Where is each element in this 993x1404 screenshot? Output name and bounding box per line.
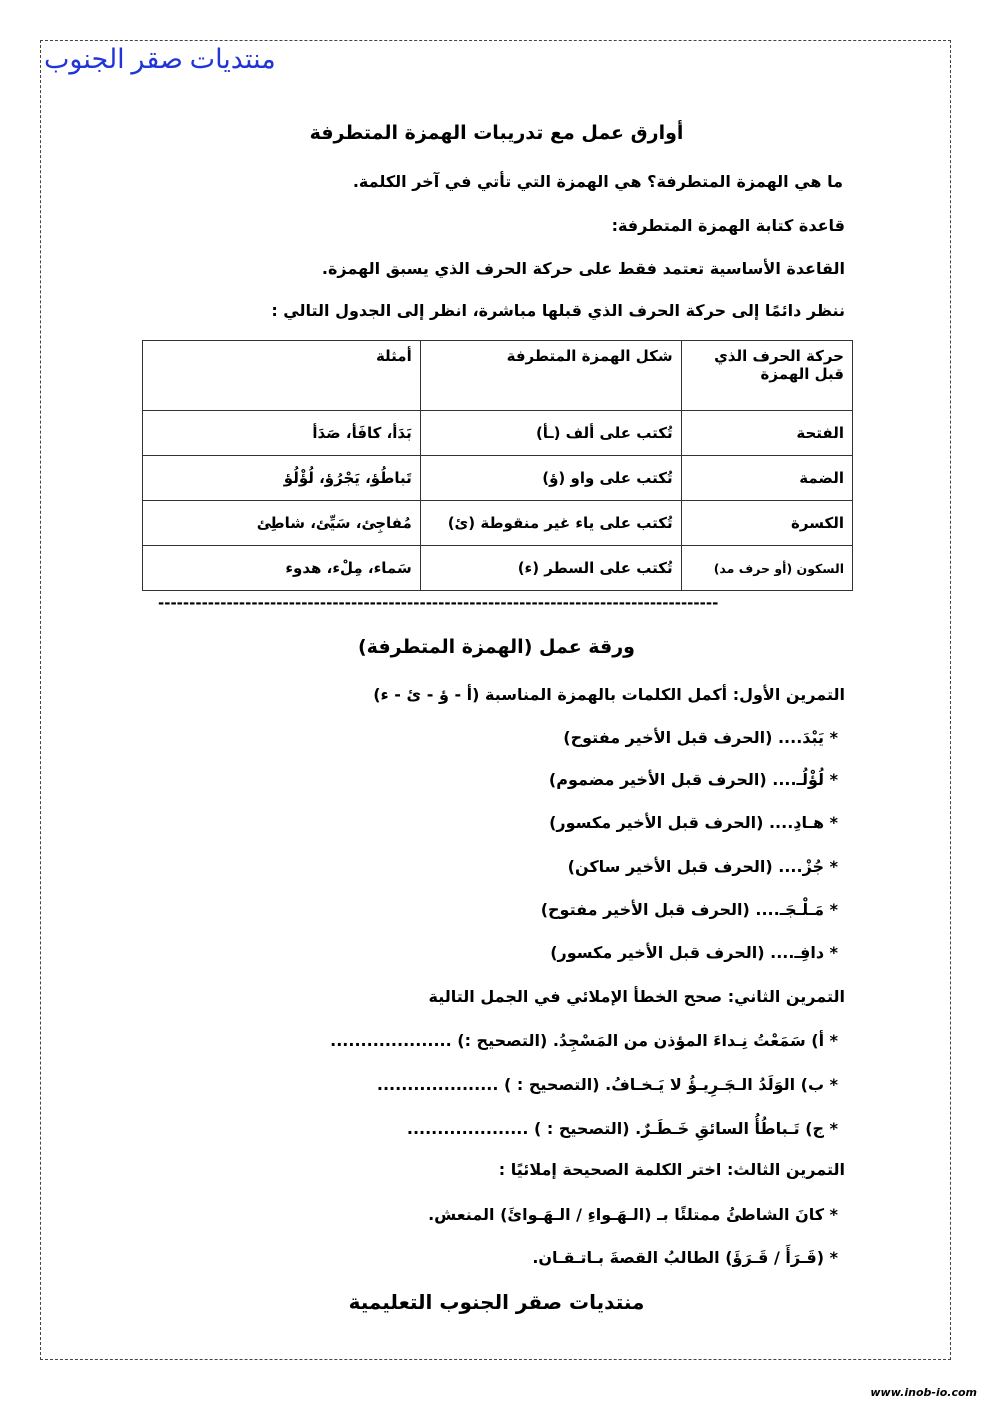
exercise1-item: * لُؤْلُـ.... (الحرف قبل الأخير مضموم) bbox=[548, 770, 838, 789]
look-text: ننظر دائمًا إلى حركة الحرف الذي قبلها مباشرة، انظر إلى الجدول التالي : bbox=[271, 301, 845, 320]
exercise3-heading: التمرين الثالث: اختر الكلمة الصحيحة إملائيًا : bbox=[498, 1160, 845, 1179]
closing-title: منتديات صقر الجنوب التعليمية bbox=[348, 1290, 645, 1314]
exercise1-item: * يَبْدَ.... (الحرف قبل الأخير مفتوح) bbox=[563, 728, 838, 747]
table-cell: الكسرة bbox=[681, 501, 852, 546]
main-title: أوارق عمل مع تدريبات الهمزة المتطرفة bbox=[309, 122, 684, 144]
hamza-rules-table bbox=[142, 340, 853, 591]
exercise3-item: * كانَ الشاطئُ ممتلئًا بـ (الـهَـواءِ / الـهَـوائَ) المنعش. bbox=[428, 1205, 838, 1224]
exercise2-item: * أ) سَمَعْتُ نِـداءَ المؤذن من المَسْجِدُ. (التصحيح :) .................... bbox=[330, 1031, 838, 1050]
table-row bbox=[143, 411, 853, 456]
table-cell: تَباطُؤ، يَجْرُؤ، لُؤْلُؤ bbox=[143, 456, 421, 501]
table-cell: تُكتب على السطر (ء) bbox=[420, 546, 681, 591]
table-header-cell: شكل الهمزة المتطرفة bbox=[420, 341, 681, 411]
table-cell: تُكتب على ياء غير منقوطة (ئ) bbox=[420, 501, 681, 546]
exercise2-item: * ج) تَـباطُأُ السائقِ خَـطَـرٌ. (التصحيح : ) .................... bbox=[406, 1119, 838, 1138]
rule-text: القاعدة الأساسية تعتمد فقط على حركة الحرف الذي يسبق الهمزة. bbox=[321, 259, 845, 278]
table-cell: بَدَأ، كافَأ، صَدَأ bbox=[143, 411, 421, 456]
rule-heading: قاعدة كتابة الهمزة المتطرفة: bbox=[611, 216, 845, 235]
worksheet-title: ورقة عمل (الهمزة المتطرفة) bbox=[358, 636, 635, 658]
section-divider: ------------------------------------------------------------------------------------------ bbox=[158, 594, 719, 612]
table-row bbox=[143, 456, 853, 501]
exercise1-item: * جُزْ.... (الحرف قبل الأخير ساكن) bbox=[567, 857, 838, 876]
table-row bbox=[143, 546, 853, 591]
exercise1-item: * هـادِ.... (الحرف قبل الأخير مكسور) bbox=[549, 813, 838, 832]
table-row bbox=[143, 501, 853, 546]
exercise3-item: * (قَـرَأَ / قَـرَؤَ) الطالبُ القصةَ بـاتـقـان. bbox=[532, 1248, 838, 1267]
table-cell: سَماء، مِلْء، هدوء bbox=[143, 546, 421, 591]
exercise1-item: * دافِـ.... (الحرف قبل الأخير مكسور) bbox=[550, 943, 838, 962]
exercise2-item: * ب) الوَلَدُ الـجَـرِيـؤُ لا يَـخـافُ. (التصحيح : ) .................... bbox=[376, 1075, 838, 1094]
table-cell: السكون (أو حرف مد) bbox=[681, 546, 852, 591]
exercise2-heading: التمرين الثاني: صحح الخطأ الإملائي في الجمل التالية bbox=[428, 987, 845, 1006]
table-header-row bbox=[143, 341, 853, 411]
footer-url: www.inob-io.com bbox=[870, 1386, 977, 1399]
table-cell: تُكتب على ألف (ـأ) bbox=[420, 411, 681, 456]
definition-text: ما هي الهمزة المتطرفة؟ هي الهمزة التي تأتي في آخر الكلمة. bbox=[352, 172, 843, 191]
site-title: منتديات صقر الجنوب bbox=[44, 44, 276, 74]
table-cell: مُفاجِئ، سَيِّئ، شاطِئ bbox=[143, 501, 421, 546]
table-header-cell: حركة الحرف الذي قبل الهمزة bbox=[681, 341, 852, 411]
exercise1-heading: التمرين الأول: أكمل الكلمات بالهمزة المناسبة (أ - ؤ - ئ - ء) bbox=[373, 685, 845, 704]
table-cell: الفتحة bbox=[681, 411, 852, 456]
table-cell: تُكتب على واو (ؤ) bbox=[420, 456, 681, 501]
table-cell: الضمة bbox=[681, 456, 852, 501]
table-header-cell: أمثلة bbox=[143, 341, 421, 411]
exercise1-item: * مَـلْـجَـ.... (الحرف قبل الأخير مفتوح) bbox=[540, 900, 838, 919]
